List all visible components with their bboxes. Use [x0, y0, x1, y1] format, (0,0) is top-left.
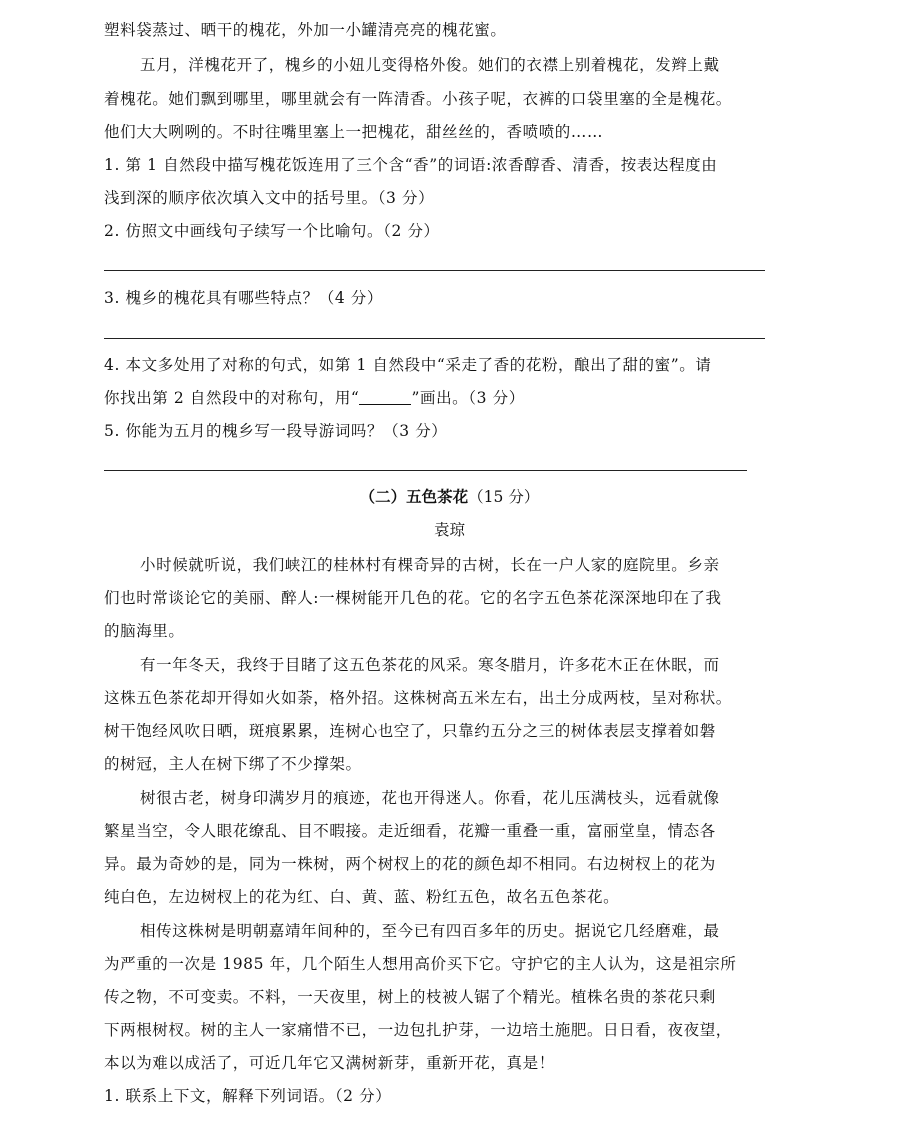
text-line: 下两根树杈。树的主人一家痛惜不已，一边包扎护芽，一边培土施肥。日日看，夜夜望，	[104, 1021, 732, 1039]
answer-line[interactable]	[104, 470, 747, 471]
question-4: 4. 本文多处用了对称的句式，如第 1 自然段中“采走了香的花粉，酿出了甜的蜜”。请	[104, 356, 712, 374]
text-line: 树干饱经风吹日晒，斑痕累累，连树心也空了，只靠约五分之三的树体表层支撑着如磐	[104, 722, 716, 740]
text-line: 传之物，不可变卖。不料，一天夜里，树上的枝被人锯了个精光。植株名贵的茶花只剩	[104, 988, 716, 1006]
text-line: 塑料袋蒸过、晒干的槐花，外加一小罐清亮亮的槐花蜜。	[104, 21, 507, 39]
text-line: 纯白色，左边树杈上的花为红、白、黄、蓝、粉红五色，故名五色茶花。	[104, 888, 620, 906]
text-line: 们也时常谈论它的美丽、醉人:一棵树能开几色的花。它的名字五色茶花深深地印在了我	[104, 589, 722, 607]
text-line: 五月，洋槐花开了，槐乡的小妞儿变得格外俊。她们的衣襟上别着槐花，发辫上戴	[140, 56, 720, 74]
author: 袁琼	[433, 521, 465, 539]
answer-line[interactable]	[104, 270, 765, 271]
text-line: 的脑海里。	[104, 622, 185, 640]
text-line: 的树冠，主人在树下绑了不少撑架。	[104, 755, 362, 773]
text-line: 树很古老，树身印满岁月的痕迹，花也开得迷人。你看，花儿压满枝头，远看就像	[140, 789, 720, 807]
text-line: 异。最为奇妙的是，同为一株树，两个树杈上的花的颜色却不相同。右边树杈上的花为	[104, 855, 716, 873]
q4-text-a: 你找出第 2 自然段中的对称句，用“	[104, 389, 360, 407]
question-5: 5. 你能为五月的槐乡写一段导游词吗？（3 分）	[104, 422, 448, 440]
section-score: （15 分）	[468, 488, 540, 506]
section-title	[0, 486, 899, 508]
text-line: 他们大大咧咧的。不时往嘴里塞上一把槐花，甜丝丝的，香喷喷的……	[104, 123, 604, 141]
text-line: 繁星当空，令人眼花缭乱、目不暇接。走近细看，花瓣一重叠一重，富丽堂皇，情态各	[104, 822, 716, 840]
question-1: 1. 第 1 自然段中描写槐花饭连用了三个含“香”的词语:浓香醇香、清香，按表达程度由	[104, 156, 718, 174]
text-line: 相传这株树是明朝嘉靖年间种的，至今已有四百多年的历史。据说它几经磨难，最	[140, 922, 720, 940]
question-4-cont	[104, 387, 525, 409]
underline-blank	[359, 392, 411, 405]
text-line: 为严重的一次是 1985 年，几个陌生人想用高价买下它。守护它的主人认为，这是祖宗所	[104, 955, 737, 973]
section-title-text: （二）五色茶花	[359, 487, 469, 506]
section2-question-1: 1. 联系上下文，解释下列词语。（2 分）	[104, 1087, 392, 1105]
q4-text-b: ”画出。（3 分）	[411, 389, 525, 407]
text-line: 本以为难以成活了，可近几年它又满树新芽，重新开花，真是！	[104, 1054, 555, 1072]
question-2: 2. 仿照文中画线句子续写一个比喻句。（2 分）	[104, 222, 440, 240]
answer-line[interactable]	[104, 338, 765, 339]
text-line: 小时候就听说，我们峡江的桂林村有棵奇异的古树，长在一户人家的庭院里。乡亲	[140, 556, 720, 574]
question-1-cont: 浅到深的顺序依次填入文中的括号里。（3 分）	[104, 189, 435, 207]
text-line: 着槐花。她们飘到哪里，哪里就会有一阵清香。小孩子呢，衣裤的口袋里塞的全是槐花。	[104, 90, 732, 108]
text-line: 这株五色茶花却开得如火如荼，格外招。这株树高五米左右，出土分成两枝，呈对称状。	[104, 689, 732, 707]
question-3: 3. 槐乡的槐花具有哪些特点？（4 分）	[104, 289, 384, 307]
text-line: 有一年冬天，我终于目睹了这五色茶花的风采。寒冬腊月，许多花木正在休眠，而	[140, 656, 720, 674]
